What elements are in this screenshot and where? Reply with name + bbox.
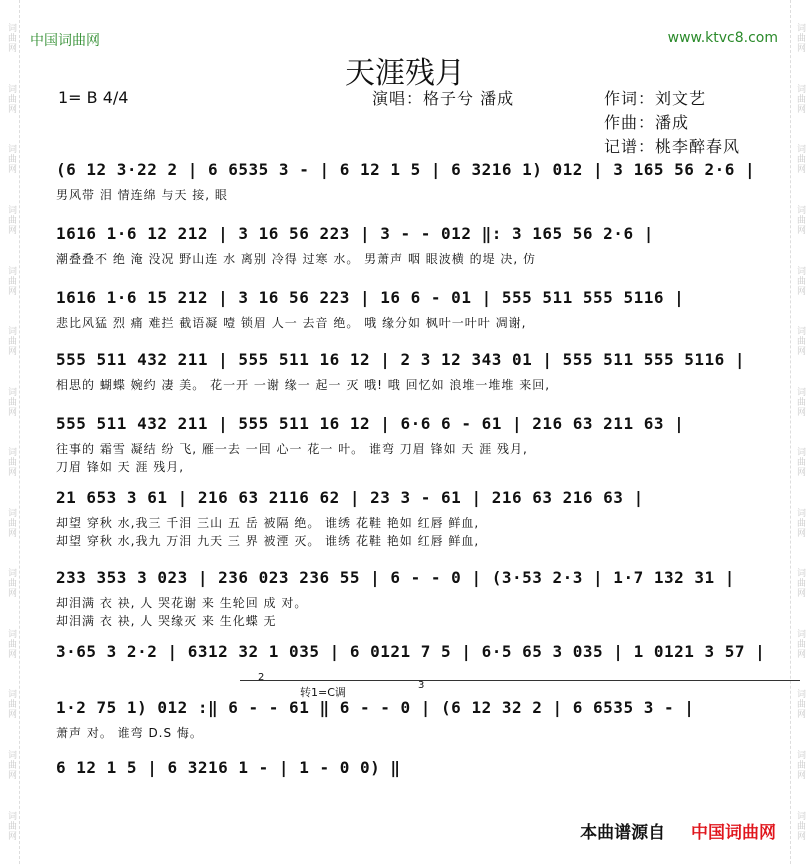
watermark-text: 词曲网 [6, 83, 16, 114]
song-title: 天涯残月 [345, 56, 465, 91]
volta-number: 2 [258, 672, 265, 683]
notation-line: (6 12 3·22 2 | 6 6535 3 - | 6 12 1 5 | 6 3216 1) 012 | 3 165 56 2·6 | [56, 160, 756, 179]
site-url-link[interactable]: www.ktvc8.com [667, 30, 778, 46]
watermark-text: 词曲网 [795, 810, 805, 841]
watermark-text: 词曲网 [6, 326, 16, 357]
watermark-text: 词曲网 [795, 689, 805, 720]
lyric-line: 男风带 泪 情连绵 与天 接, 眼 [56, 188, 228, 202]
lyric-line: 往事的 霜雪 凝结 纷 飞, 雁一去 一回 心一 花一 叶。 谁弯 刀眉 锋如 天 涯 残月, [56, 442, 528, 456]
watermark-text: 词曲网 [6, 23, 16, 54]
notation-line: 555 511 432 211 | 555 511 16 12 | 2 3 12 343 01 | 555 511 555 5116 | [56, 350, 746, 369]
volta-number: 3 [418, 680, 425, 691]
footer-source-text: 本曲谱源自 [580, 823, 666, 843]
watermark-text: 词曲网 [795, 83, 805, 114]
watermark-text: 词曲网 [795, 23, 805, 54]
composer: 作曲：潘成 [604, 113, 690, 132]
notation-line: 6 12 1 5 | 6 3216 1 - | 1 - 0 0) ‖ [56, 758, 401, 777]
score-row [56, 698, 754, 762]
score-row [56, 160, 754, 224]
score-row [56, 414, 754, 478]
left-watermark-strip [2, 0, 20, 864]
notation-line: 21 653 3 61 | 216 63 2116 62 | 23 3 - 61 | 216 63 216 63 | [56, 488, 644, 507]
score-row [56, 224, 754, 288]
notation-line: 3·65 3 2·2 | 6312 32 1 035 | 6 0121 7 5 | 6·5 65 3 035 | 1 0121 3 57 | [56, 642, 766, 661]
lyric-line: 萧声 对。 谁弯 D.S 悔。 [56, 726, 203, 740]
notation-line: 555 511 432 211 | 555 511 16 12 | 6·6 6 - 61 | 216 63 211 63 | [56, 414, 685, 433]
score-row [56, 488, 754, 552]
lyric-line-verse2: 刀眉 锋如 天 涯 残月, [56, 460, 185, 474]
notation-line: 233 353 3 023 | 236 023 236 55 | 6 - - 0 | (3·53 2·3 | 1·7 132 31 | [56, 568, 735, 587]
lyric-line: 却泪满 衣 袂, 人 哭花谢 来 生轮回 成 对。 [56, 596, 308, 610]
watermark-text: 词曲网 [795, 750, 805, 781]
watermark-text: 词曲网 [6, 265, 16, 296]
right-watermark-strip [790, 0, 808, 864]
footer-source [580, 818, 776, 843]
watermark-text: 词曲网 [6, 386, 16, 417]
score-row [56, 568, 754, 632]
watermark-text: 词曲网 [6, 750, 16, 781]
modulation-mark: 转1=C调 [300, 686, 346, 699]
lyric-line: 相思的 蝴蝶 婉约 凄 美。 花一开 一谢 缘一 起一 灭 哦! 哦 回忆如 浪堆一堆堆 来回, [56, 378, 551, 392]
watermark-text: 词曲网 [795, 144, 805, 175]
watermark-text: 词曲网 [795, 204, 805, 235]
lyric-line: 潮叠叠不 绝 淹 没况 野山连 水 离别 冷得 过寒 水。 男萧声 咽 眼波横 的堤 决, 仿 [56, 252, 537, 266]
watermark-text: 词曲网 [6, 204, 16, 235]
score-row [56, 288, 754, 352]
score-row [56, 758, 754, 822]
watermark-text: 词曲网 [795, 265, 805, 296]
lyric-line: 却望 穿秋 水,我三 千泪 三山 五 岳 被隔 绝。 谁绣 花鞋 艳如 红唇 鲜血, [56, 516, 480, 530]
score-row [56, 350, 754, 414]
watermark-text: 词曲网 [795, 568, 805, 599]
site-name-link[interactable]: 中国词曲网 [30, 33, 100, 49]
watermark-text: 词曲网 [795, 507, 805, 538]
key-signature: 1= B 4/4 [58, 88, 129, 107]
lyricist: 作词：刘文艺 [604, 89, 707, 108]
notation-line: 1·2 75 1) 012 :‖ 6 - - 61 ‖ 6 - - 0 | (6 12 32 2 | 6 6535 3 - | [56, 698, 695, 717]
watermark-text: 词曲网 [6, 447, 16, 478]
transcriber: 记谱：桃李醉春风 [604, 137, 741, 156]
score-row [56, 642, 766, 706]
lyric-line-verse2: 却望 穿秋 水,我九 万泪 九天 三 界 被湮 灭。 谁绣 花鞋 艳如 红唇 鲜血, [56, 534, 480, 548]
lyric-line: 悲比风猛 烈 痛 难拦 截语凝 噎 锁眉 人一 去音 绝。 哦 缘分如 枫叶一叶叶 凋谢, [56, 316, 527, 330]
watermark-text: 词曲网 [795, 447, 805, 478]
notation-line: 1616 1·6 15 212 | 3 16 56 223 | 16 6 - 01 | 555 511 555 5116 | [56, 288, 685, 307]
watermark-text: 词曲网 [795, 326, 805, 357]
watermark-text: 词曲网 [6, 507, 16, 538]
watermark-text: 词曲网 [6, 144, 16, 175]
watermark-text: 词曲网 [6, 568, 16, 599]
watermark-text: 词曲网 [6, 689, 16, 720]
notation-line: 1616 1·6 12 212 | 3 16 56 223 | 3 - - 012 ‖: 3 165 56 2·6 | [56, 224, 654, 243]
watermark-text: 词曲网 [6, 810, 16, 841]
watermark-text: 词曲网 [6, 628, 16, 659]
watermark-text: 词曲网 [795, 386, 805, 417]
performers: 演唱：格子兮 潘成 [372, 89, 515, 108]
lyric-line-verse2: 却泪满 衣 袂, 人 哭缘灭 来 生化蝶 无 [56, 614, 277, 628]
volta-bracket [240, 680, 800, 681]
footer-brand-link[interactable]: 中国词曲网 [691, 823, 776, 843]
watermark-text: 词曲网 [795, 628, 805, 659]
